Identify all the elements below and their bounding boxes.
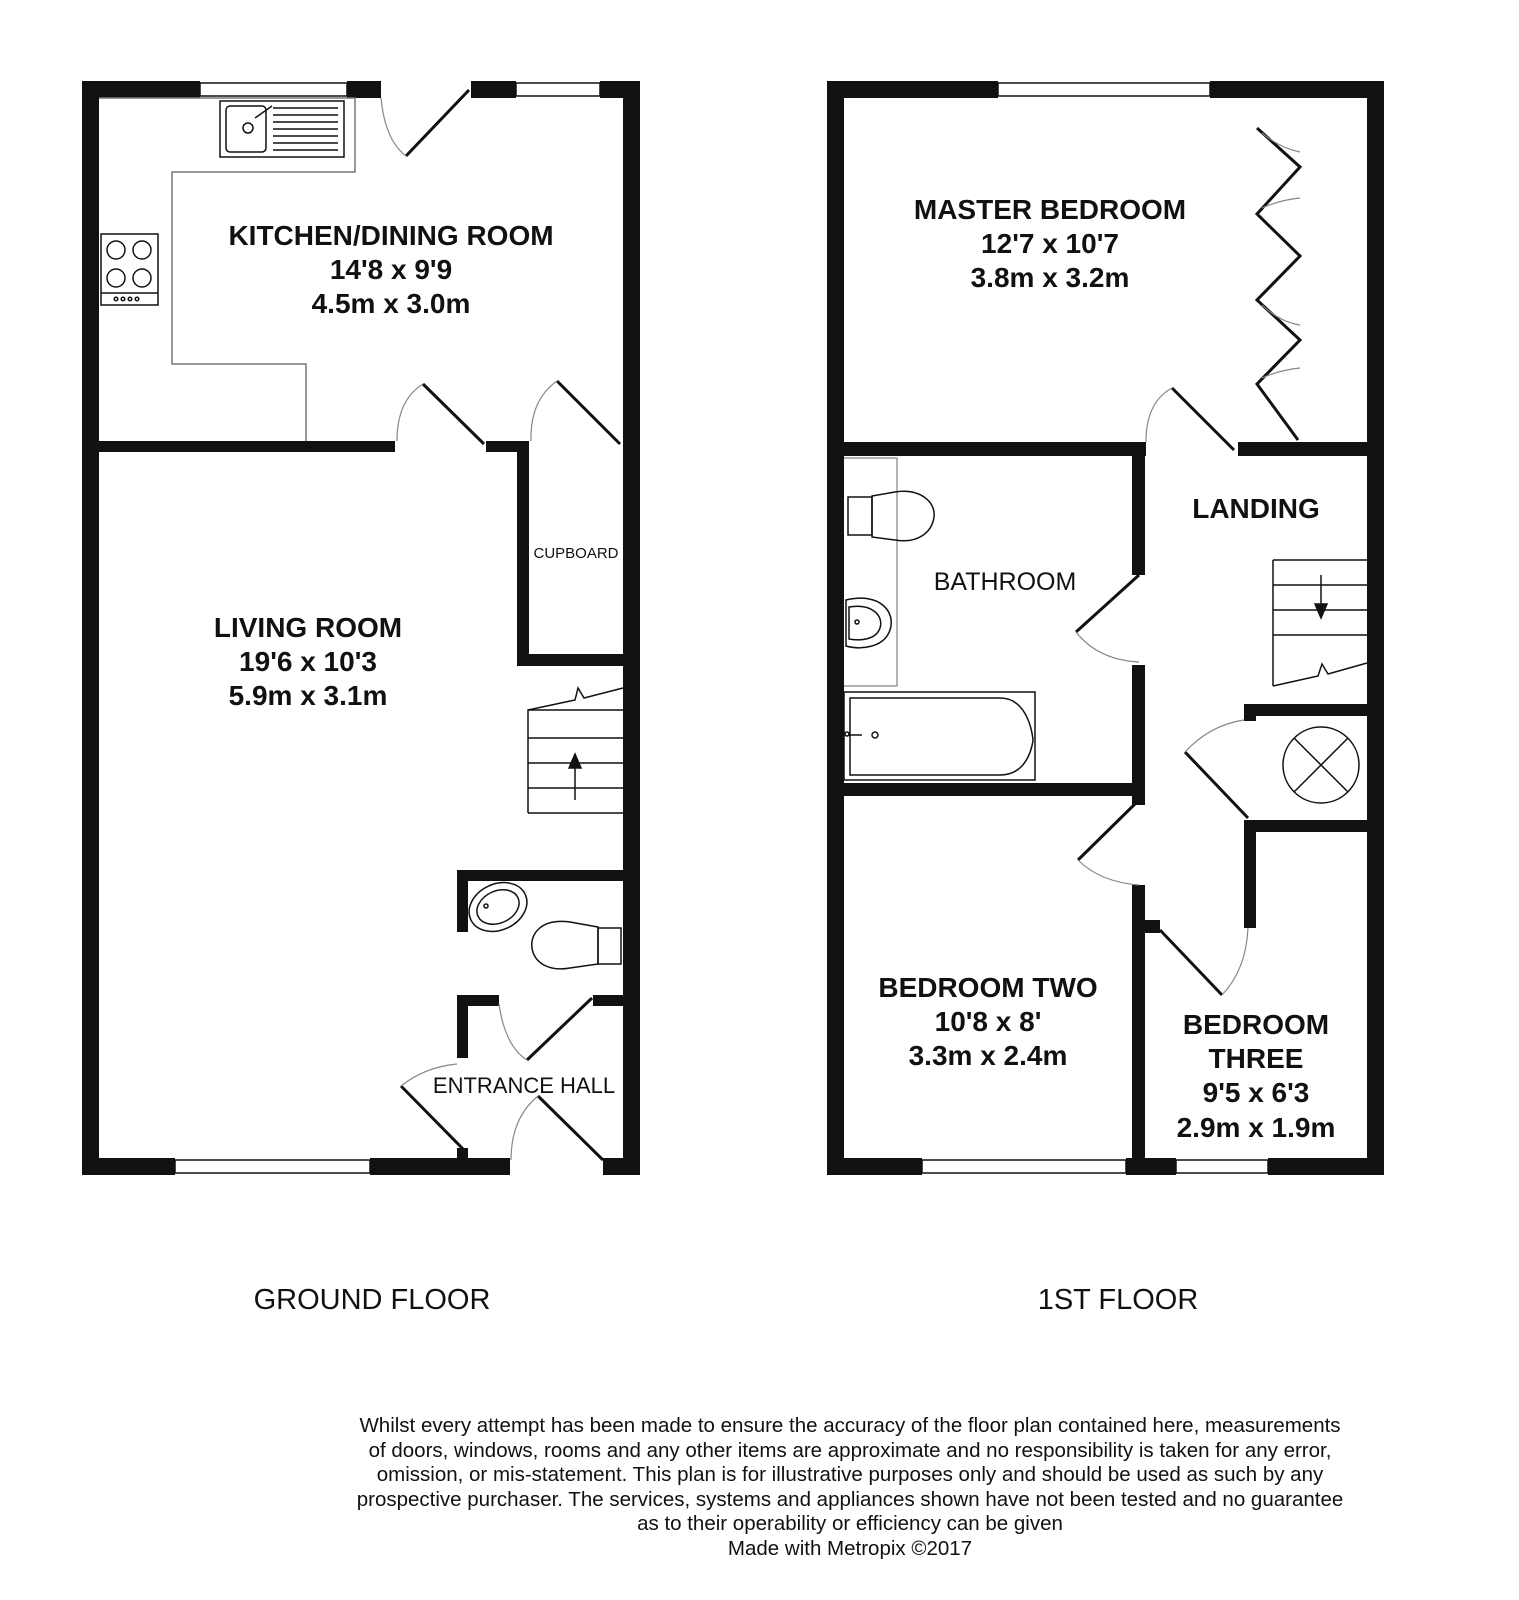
wall (457, 995, 499, 1006)
living-room-metric: 5.9m x 3.1m (228, 680, 388, 711)
bedroom-three-imperial: 9'5 x 6'3 (1202, 1077, 1310, 1108)
living-room-label (214, 612, 402, 711)
wall (600, 81, 640, 98)
bedroom-two-metric: 3.3m x 2.4m (908, 1040, 1068, 1071)
door (531, 381, 620, 444)
bedroom-three-name-2: THREE (1208, 1043, 1304, 1074)
landing-label: LANDING (1192, 493, 1320, 524)
master-bedroom-label (914, 194, 1186, 293)
master-bedroom-name: MASTER BEDROOM (913, 194, 1187, 225)
wall (1132, 920, 1160, 933)
wall (457, 870, 468, 932)
wall (593, 995, 623, 1006)
bedroom-three-name-1: BEDROOM (1182, 1009, 1330, 1040)
sink-icon (220, 101, 344, 157)
wall (1126, 1158, 1176, 1175)
door (1146, 388, 1234, 450)
bathroom-counter (844, 458, 897, 686)
bathroom-label: BATHROOM (933, 568, 1077, 596)
wall (370, 1158, 510, 1175)
wall (844, 783, 1145, 796)
wall (517, 654, 623, 666)
door (1076, 575, 1139, 662)
window (516, 83, 600, 96)
wall (827, 81, 998, 98)
basin-icon (846, 598, 891, 648)
disclaimer-line: prospective purchaser. The services, systems and appliances shown have not been tested and no guarantee (356, 1487, 1344, 1511)
kitchen-metric: 4.5m x 3.0m (311, 288, 471, 319)
door (397, 384, 484, 444)
bedroom-two-label (878, 972, 1097, 1071)
bedroom-two-imperial: 10'8 x 8' (934, 1006, 1042, 1037)
toilet-icon (848, 491, 934, 540)
door (511, 1096, 603, 1160)
bedroom-two-name: BEDROOM TWO (878, 972, 1098, 1003)
kitchen-label (228, 220, 553, 319)
wall (1244, 820, 1256, 928)
disclaimer-line: Whilst every attempt has been made to ensure the accuracy of the floor plan contained here, measurements (359, 1414, 1341, 1437)
first-floor-caption: 1ST FLOOR (1037, 1284, 1199, 1316)
wall (1238, 442, 1367, 456)
wall (457, 1148, 468, 1160)
door (1160, 928, 1248, 995)
cylinder-icon (1283, 727, 1359, 803)
disclaimer-line: as to their operability or efficiency can be given (637, 1512, 1063, 1535)
stairs-icon (528, 688, 623, 813)
wall (471, 81, 516, 98)
basin-icon (461, 873, 535, 940)
wall (827, 1158, 922, 1175)
wall (1367, 81, 1384, 1175)
credit-line: Made with Metropix ©2017 (727, 1536, 973, 1560)
wall (99, 441, 395, 452)
living-room-name: LIVING ROOM (213, 612, 403, 643)
wall (82, 81, 99, 1175)
wall (82, 81, 200, 98)
window (922, 1160, 1126, 1173)
wall (517, 441, 529, 666)
kitchen-name: KITCHEN/DINING ROOM (228, 220, 554, 251)
wall (623, 81, 640, 1175)
cupboard-label: CUPBOARD (533, 545, 619, 562)
disclaimer-line: of doors, windows, rooms and any other items are approximate and no responsibility is taken for any error, (368, 1438, 1332, 1462)
first-floor-doors (1076, 388, 1248, 995)
wall (1210, 81, 1384, 98)
disclaimer (300, 1414, 1400, 1561)
wall (1244, 704, 1367, 716)
wall (603, 1158, 640, 1175)
bedroom-three-metric: 2.9m x 1.9m (1176, 1112, 1336, 1143)
hob-icon (101, 234, 158, 305)
door (1078, 800, 1139, 885)
bath-icon (844, 692, 1035, 780)
bedroom-three-label (1177, 1009, 1336, 1143)
ground-floor-caption: GROUND FLOOR (253, 1284, 491, 1316)
master-bedroom-metric: 3.8m x 3.2m (970, 262, 1130, 293)
door (499, 998, 592, 1060)
wall (347, 81, 381, 98)
living-room-imperial: 19'6 x 10'3 (239, 646, 377, 677)
master-bedroom-imperial: 12'7 x 10'7 (981, 228, 1119, 259)
door (381, 90, 469, 156)
window (1176, 1160, 1268, 1173)
wall (82, 1158, 175, 1175)
wall (827, 81, 844, 1175)
window (998, 83, 1210, 96)
stairs-icon (1273, 560, 1367, 686)
disclaimer-line: omission, or mis-statement. This plan is for illustrative purposes only and should be used as such by any (376, 1463, 1324, 1486)
toilet-icon (532, 921, 621, 968)
wall (1256, 820, 1367, 832)
wardrobe-icon (1257, 128, 1300, 440)
wall (1132, 456, 1145, 575)
wall (1268, 1158, 1384, 1175)
kitchen-imperial: 14'8 x 9'9 (329, 254, 453, 285)
entrance-hall-label: ENTRANCE HALL (432, 1073, 616, 1098)
window (175, 1160, 370, 1173)
wall (844, 442, 1146, 456)
wall (457, 870, 623, 881)
door (1185, 720, 1248, 818)
window (200, 83, 347, 96)
